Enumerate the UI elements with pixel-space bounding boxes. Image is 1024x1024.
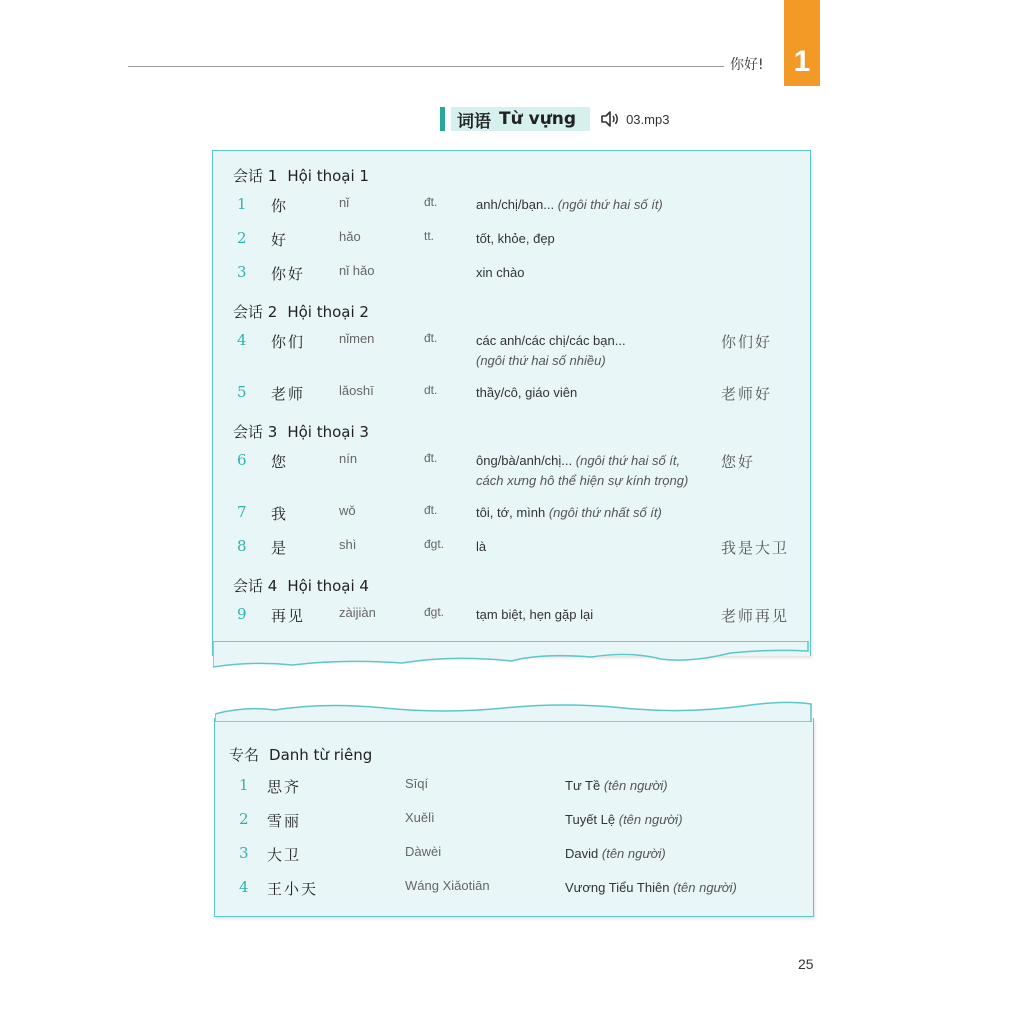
example-phrase: 我是大卫 [721,539,790,557]
hanzi: 王小天 [267,880,319,898]
row-number: 5 [237,383,247,401]
vocab-row [213,229,810,249]
vocab-row [213,537,810,557]
section-title-vn: Từ vựng [499,109,577,129]
vocabulary-box [212,150,811,656]
heading-accent-bar [440,107,445,131]
group-title-3: 会话 3 Hội thoại 3 [233,423,369,441]
proper-noun-row [215,878,813,898]
hanzi: 你们 [271,333,306,351]
proper-noun-row [215,810,813,830]
torn-edge-bottom [213,641,810,671]
meaning: tôi, tớ, mình (ngôi thứ nhất số ít) [476,505,662,520]
row-number: 7 [237,503,247,521]
proper-noun-row [215,844,813,864]
hanzi: 大卫 [267,846,302,864]
pinyin: lǎoshī [339,383,374,398]
speaker-icon [600,110,620,128]
vocab-row [213,263,810,283]
meaning: tạm biệt, hẹn gặp lại [476,607,594,622]
meaning: xin chào [476,265,525,280]
hanzi: 雪丽 [267,812,302,830]
example-phrase: 您好 [721,453,756,471]
vocab-row [213,451,810,488]
part-of-speech: đgt. [424,537,445,551]
pinyin: nín [339,451,358,466]
part-of-speech: đt. [424,331,438,345]
vocab-row [213,195,810,215]
part-of-speech: đgt. [424,605,445,619]
section-title [451,107,590,131]
pinyin: zàijiàn [339,605,376,620]
vocab-row [213,383,810,403]
row-number: 4 [237,331,247,349]
example-phrase: 你们好 [721,333,773,351]
group-title-4: 会话 4 Hội thoại 4 [233,577,369,595]
pinyin: Dàwèi [405,844,442,859]
meaning: các anh/các chị/các bạn... (ngôi thứ hai số nhiều) [476,333,626,368]
pinyin: Xuělì [405,810,435,825]
part-of-speech: dt. [424,383,438,397]
audio-link[interactable] [600,110,669,128]
vocab-row [213,605,810,625]
meaning: Tuyết Lệ (tên người) [565,812,683,827]
row-number: 6 [237,451,247,469]
row-number: 1 [237,195,247,213]
group-title-2: 会话 2 Hội thoại 2 [233,303,369,321]
row-number: 1 [239,776,249,794]
pinyin: Sīqí [405,776,429,791]
pinyin: shì [339,537,357,552]
meaning: thầy/cô, giáo viên [476,385,578,400]
meaning: Vương Tiểu Thiên (tên người) [565,880,737,895]
row-number: 2 [237,229,247,247]
hanzi: 再见 [271,607,306,625]
hanzi: 你 [271,197,289,215]
chapter-tab: 1 [784,0,820,86]
row-number: 9 [237,605,247,623]
meaning: David (tên người) [565,846,666,861]
pinyin: hǎo [339,229,361,244]
part-of-speech: đt. [424,195,438,209]
part-of-speech: đt. [424,503,438,517]
pinyin: Wáng Xiǎotiān [405,878,490,893]
meaning: tốt, khỏe, đẹp [476,231,555,246]
vocab-row [213,331,810,368]
row-number: 3 [239,844,249,862]
hanzi: 我 [271,505,289,523]
vocab-row [213,503,810,523]
example-phrase: 老师再见 [721,607,790,625]
proper-nouns-title: 专名 Danh từ riêng [229,746,373,764]
pinyin: nǐmen [339,331,375,346]
meaning: là [476,539,487,554]
row-number: 2 [239,810,249,828]
meaning: Tư Tề (tên người) [565,778,668,793]
section-heading [440,106,669,132]
proper-nouns-box [214,718,814,917]
example-phrase: 老师好 [721,385,773,403]
row-number: 8 [237,537,247,555]
hanzi: 好 [271,231,289,249]
hanzi: 思齐 [267,778,302,796]
pinyin: nǐ hǎo [339,263,375,278]
row-number: 4 [239,878,249,896]
lesson-title: 你好! [730,57,764,73]
part-of-speech: đt. [424,451,438,465]
header-rule [128,66,724,67]
hanzi: 您 [271,453,289,471]
section-title-cn: 词语 [457,111,491,132]
pinyin: nǐ [339,195,350,210]
hanzi: 老师 [271,385,306,403]
meaning: anh/chị/bạn... (ngôi thứ hai số ít) [476,197,663,212]
hanzi: 是 [271,539,289,557]
hanzi: 你好 [271,265,306,283]
page-number: 25 [798,956,814,972]
pinyin: wǒ [339,503,356,518]
group-title-1: 会话 1 Hội thoại 1 [233,167,369,185]
torn-edge-top [215,700,813,722]
proper-noun-row [215,776,813,796]
part-of-speech: tt. [424,229,435,243]
meaning: ông/bà/anh/chị... (ngôi thứ hai số ít, cách xưng hô thể hiện sự kính trọng) [476,453,689,488]
audio-file-label: 03.mp3 [626,111,670,127]
row-number: 3 [237,263,247,281]
